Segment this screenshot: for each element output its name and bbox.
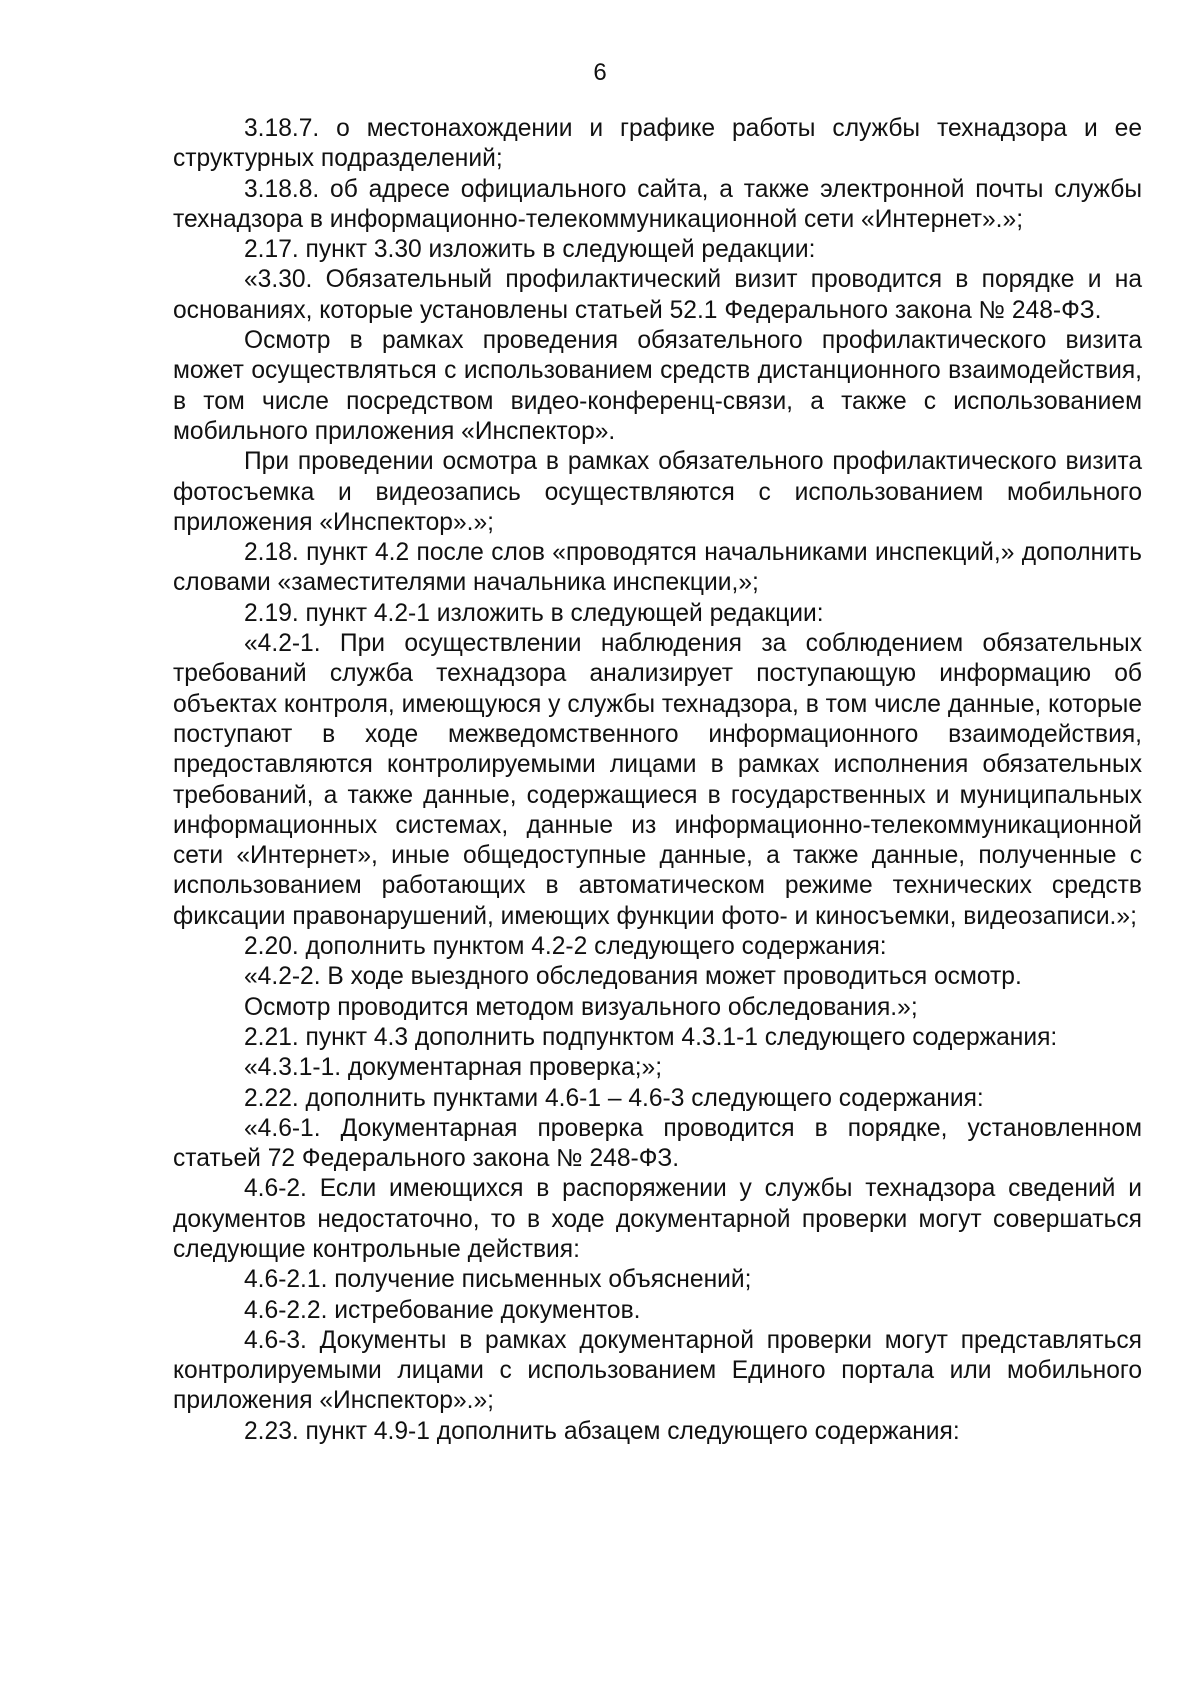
- paragraph-2-22: 2.22. дополнить пунктами 4.6-1 – 4.6-3 следующего содержания:: [244, 1084, 984, 1112]
- paragraph-4-3-1-1: «4.3.1-1. документарная проверка;»;: [244, 1054, 663, 1082]
- paragraph-4-2-1: «4.2-1. При осуществлении наблюдения за соблюдением обязательных требований служба технадзора анализирует поступающую информацию об объектах контроля, имеющуюся у службы технадзора, в том числе данные, которые поступают в ходе межведомственного информационного взаимодействия, предоставляются контролируемыми лицами в рамках исполнения обязательных требований, а также данные, содержащиеся в государственных и муниципальных информационных системах, данные из информационно-телекоммуникационной сети «Интернет», иные общедоступные данные, а также данные, полученные с использованием работающих в автоматическом режиме технических средств фиксации правонарушений, имеющих функции фото- и киносъемки, видеозаписи.»;: [173, 630, 1142, 930]
- paragraph-3-30: «3.30. Обязательный профилактический визит проводится в порядке и на основаниях, которые установлены статьей 52.1 Федерального закона № 248-ФЗ.: [173, 266, 1142, 324]
- paragraph-4-6-2-2: 4.6-2.2. истребование документов.: [244, 1296, 641, 1324]
- paragraph-2-19: 2.19. пункт 4.2-1 изложить в следующей редакции:: [244, 599, 824, 627]
- paragraph-4-6-2-1: 4.6-2.1. получение письменных объяснений;: [244, 1266, 752, 1294]
- paragraph-2-21: 2.21. пункт 4.3 дополнить подпунктом 4.3.1-1 следующего содержания:: [244, 1023, 1058, 1051]
- paragraph-inspection-remote: Осмотр в рамках проведения обязательного профилактического визита может осуществляться с использованием средств дистанционного взаимодействия, в том числе посредством видео-конференц-связи, а также с использованием мобильного приложения «Инспектор».: [173, 327, 1142, 445]
- paragraph-4-2-2: «4.2-2. В ходе выездного обследования может проводиться осмотр.: [244, 963, 1022, 991]
- paragraph-inspection-visual: Осмотр проводится методом визуального обследования.»;: [244, 993, 918, 1021]
- paragraph-4-6-2: 4.6-2. Если имеющихся в распоряжении у службы технадзора сведений и документов недостаточно, то в ходе документарной проверки могут совершаться следующие контрольные действия:: [173, 1175, 1142, 1263]
- paragraph-3-18-7: 3.18.7. о местонахождении и графике работы службы технадзора и ее структурных подразделений;: [173, 115, 1142, 173]
- paragraph-2-17: 2.17. пункт 3.30 изложить в следующей редакции:: [244, 236, 816, 264]
- paragraph-2-23: 2.23. пункт 4.9-1 дополнить абзацем следующего содержания:: [244, 1417, 960, 1445]
- paragraph-4-6-3: 4.6-3. Документы в рамках документарной проверки могут представляться контролируемыми лицами с использованием Единого портала или мобильного приложения «Инспектор».»;: [173, 1326, 1142, 1415]
- paragraph-4-6-1: «4.6-1. Документарная проверка проводится в порядке, установленном статьей 72 Федерального закона № 248-ФЗ.: [173, 1114, 1142, 1173]
- paragraph-inspection-photo: При проведении осмотра в рамках обязательного профилактического визита фотосъемка и видеозапись осуществляются с использованием мобильного приложения «Инспектор».»;: [173, 448, 1142, 536]
- paragraph-2-20: 2.20. дополнить пунктом 4.2-2 следующего содержания:: [244, 933, 887, 961]
- paragraph-3-18-8: 3.18.8. об адресе официального сайта, а также электронной почты службы технадзора в информационно-телекоммуникационной сети «Интернет».»;: [173, 175, 1142, 233]
- paragraph-2-18: 2.18. пункт 4.2 после слов «проводятся начальниками инспекций,» дополнить словами «заместителями начальника инспекции,»;: [173, 539, 1142, 597]
- document-body: [173, 114, 1142, 1447]
- page-number: 6: [593, 59, 607, 86]
